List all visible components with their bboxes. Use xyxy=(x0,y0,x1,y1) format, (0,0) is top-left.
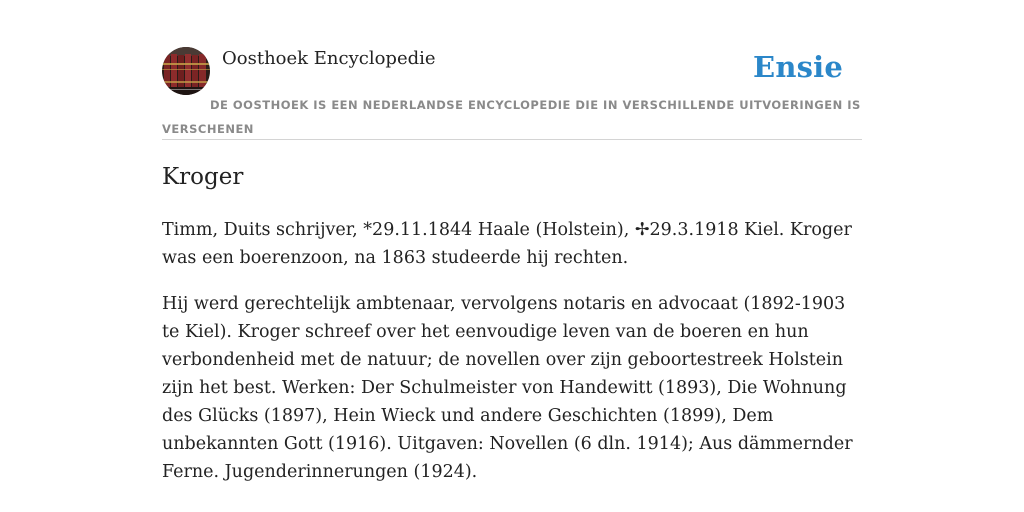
article-title: Kroger xyxy=(162,164,244,190)
site-header xyxy=(162,44,862,140)
article-paragraph: Hij werd gerechtelijk ambtenaar, vervolgens notaris en advocaat (1892-1903 te Kiel). Kroger schreef over het eenvoudige leven van de boeren en hun verbondenheid met de natuur; de novellen over zijn geboortestreek Holstein zijn het best. Werken: Der Schulmeister von Handewitt (1893), Die Wohnung des Glücks (1897), Hein Wieck und andere Geschichten (1899), Dem unbekannten Gott (1916). Uitgaven: Novellen (6 dln. 1914); Aus dämmernder Ferne. Jugenderinnerungen (1924). xyxy=(162,294,853,482)
site-tagline: DE OOSTHOEK IS EEN NEDERLANDSE ENCYCLOPEDIE DIE IN VERSCHILLENDE UITVOERINGEN IS VERSCHENEN xyxy=(162,98,861,136)
encyclopedia-books-icon[interactable] xyxy=(162,47,210,95)
article-paragraph: Timm, Duits schrijver, *29.11.1844 Haale (Holstein), ✢29.3.1918 Kiel. Kroger was een boerenzoon, na 1863 studeerde hij rechten. xyxy=(162,220,852,268)
site-name-link[interactable]: Oosthoek Encyclopedie xyxy=(222,48,436,69)
ensie-logo-link[interactable]: Ensie xyxy=(753,50,843,84)
article-body xyxy=(162,216,862,504)
